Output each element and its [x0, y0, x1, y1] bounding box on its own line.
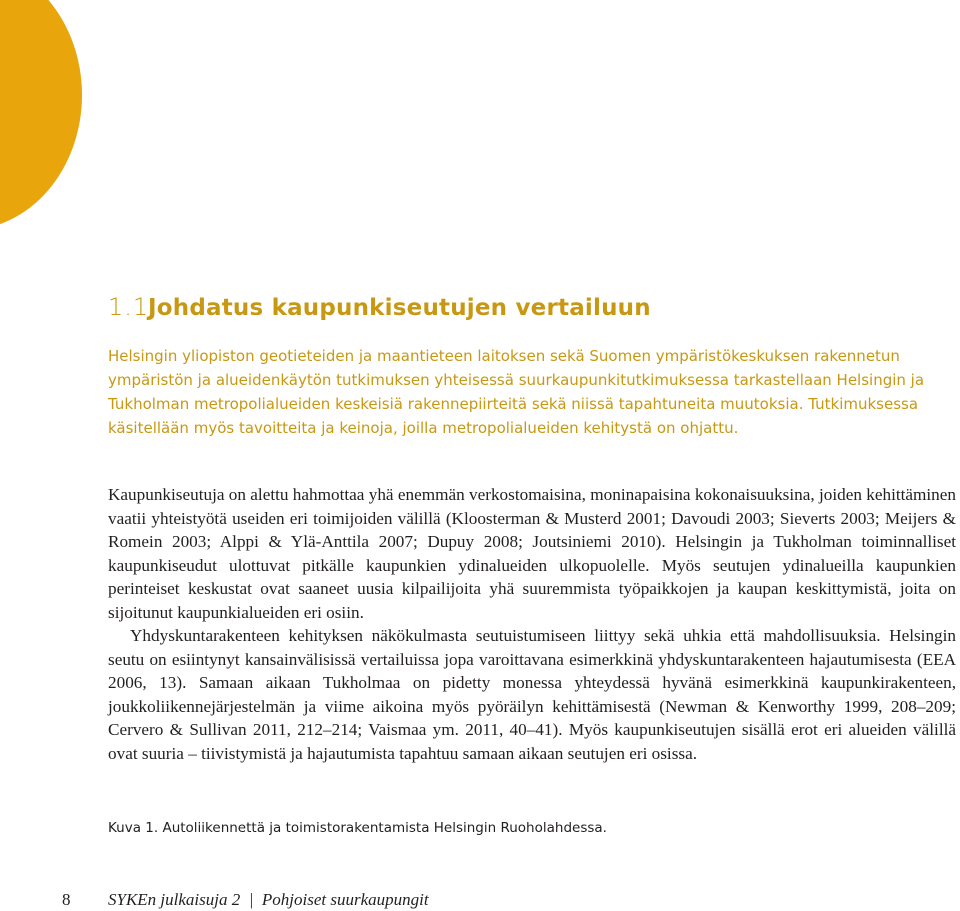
lead-text: Helsingin yliopiston geotieteiden ja maantieteen laitoksen sekä Suomen ympäristökeskuksen rakennetun ympäristön ja alueidenkäytön tutkimuksen yhteisessä suurkaupunkitutkimuksessa tarkastellaan Helsingin ja Tukholman metropolialueiden keskeisiä rakennepiirteitä sekä niissä tapahtuneita muutoksia. Tutkimuksessa käsitellään myös tavoitteita ja keinoja, joilla metropolialueiden kehitystä on ohjattu.: [108, 347, 925, 437]
lead-paragraph: [108, 344, 948, 440]
section-number: 1.1: [108, 293, 150, 321]
body-text: [108, 483, 956, 765]
section-heading: [108, 293, 651, 321]
page-number: 8: [62, 890, 71, 909]
publication-title: SYKEn julkaisuja 2 | Pohjoiset suurkaupungit: [108, 890, 429, 909]
body-paragraph-2: Yhdyskuntarakenteen kehityksen näkökulmasta seutuistumiseen liittyy sekä uhkia että mahdollisuuksia. Helsingin seutu on esiintynyt kansainvälisissä vertailuissa jopa varoittavana esimerkkinä yhdyskuntarakenteen hajautumisesta (EEA 2006, 13). Samaan aikaan Tukholmaa on pidetty monessa yhteydessä hyvänä esimerkkinä kaupunkirakenteen, joukkoliikennejärjestelmän ja viime aikoina myös pyöräilyn kehittämisestä (Newman & Kenworthy 1999, 208–209; Cervero & Sullivan 2011, 212–214; Vaismaa ym. 2011, 40–41). Myös kaupunkiseutujen sisällä erot eri alueiden välillä ovat suuria – tiivistymistä ja hajautumista tapahtuu samaan aikaan seutujen eri osissa.: [108, 626, 956, 763]
body-paragraph-1: Kaupunkiseutuja on alettu hahmottaa yhä enemmän verkostomaisina, moninapaisina kokonaisuuksina, joiden kehittäminen vaatii yhteistyötä useiden eri toimijoiden välillä (Kloosterman & Musterd 2001; Davoudi 2003; Sieverts 2003; Meijers & Romein 2003; Alppi & Ylä-Anttila 2007; Dupuy 2008; Joutsiniemi 2010). Helsingin ja Tukholman toiminnalliset kaupunkiseudut ulottuvat pitkälle kaupunkien ydinalueiden ulkopuolelle. Myös seutujen ydinalueilla kaupunkien perinteiset keskustat ovat saaneet uusia kilpailijoita yhä suuremmista työpaikkojen ja kaupan keskittymistä, joita on sijoitunut kaupunkialueiden eri osiin.: [108, 485, 956, 622]
section-title: Johdatus kaupunkiseutujen vertailuun: [148, 295, 651, 321]
chapter-marker: [0, 0, 82, 230]
figure-caption: Kuva 1. Autoliikennettä ja toimistorakentamista Helsingin Ruoholahdessa.: [108, 820, 607, 836]
page-footer: [62, 890, 429, 910]
